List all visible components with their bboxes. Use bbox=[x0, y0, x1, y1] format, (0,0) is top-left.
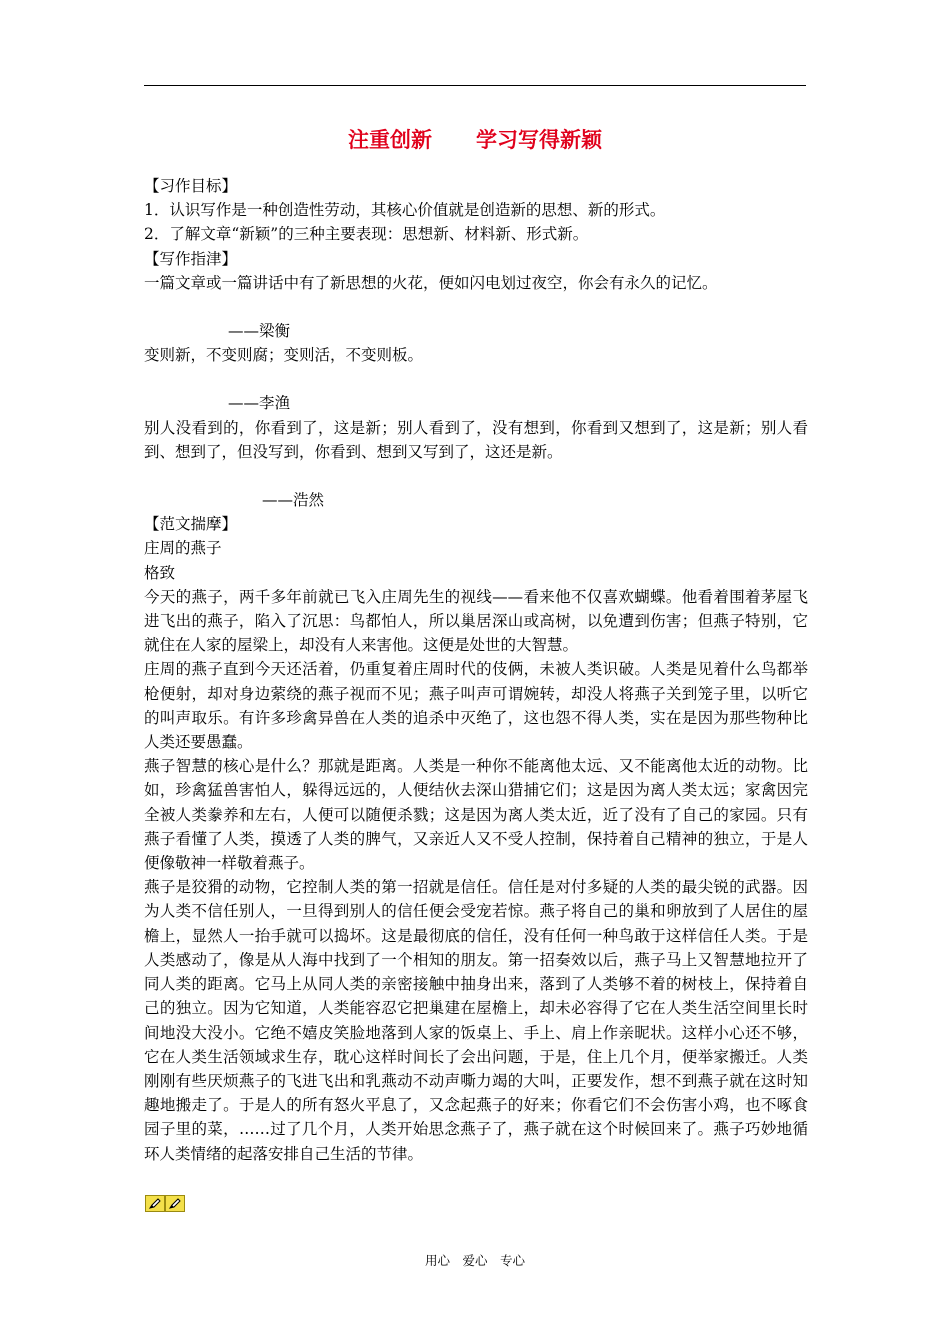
quote-1-author: ——梁衡 bbox=[228, 322, 291, 341]
quote-2-author: ——李渔 bbox=[228, 394, 291, 413]
essay-author: 格致 bbox=[144, 563, 176, 582]
quote-3: 别人没看到的，你看到了，这是新；别人看到了，没有想到，你看到又想到了，这是新；别人看到、想到了，但没写到，你看到、想到又写到了，这还是新。 bbox=[144, 418, 808, 461]
quote-2: 变则新，不变则腐；变则活，不变则板。 bbox=[144, 346, 424, 365]
goal-item-1: 1．认识写作是一种创造性劳动，其核心价值就是创造新的思想、新的形式。 bbox=[144, 201, 666, 220]
quote-3-author: ——浩然 bbox=[262, 491, 325, 510]
essay-paragraph: 燕子智慧的核心是什么？那就是距离。人类是一种你不能离他太远、又不能离他太近的动物。比如，珍禽猛兽害怕人，躲得远远的，人便结伙去深山猎捕它们；这是因为离人类太远；家禽因完全被人类豢养和左右，人便可以随便杀戮；这是因为离人类太近，近了没有了自己的家园。只有燕子看懂了人类，摸透了人类的脾气，又亲近人又不受人控制，保持着自己精神的独立，于是人便像敬神一样敬着燕子。 bbox=[144, 757, 808, 873]
pencil-icon[interactable] bbox=[145, 1195, 165, 1212]
section-heading-goals: 【习作目标】 bbox=[144, 177, 238, 195]
page-footer: 用心 爱心 专心 bbox=[424, 1253, 525, 1268]
header-rule bbox=[144, 85, 806, 86]
section-heading-guide: 【写作指津】 bbox=[144, 249, 238, 268]
title-part-2: 学习写得新颖 bbox=[476, 128, 602, 152]
link-icons bbox=[145, 1195, 185, 1212]
essay-paragraph: 庄周的燕子直到今天还活着，仍重复着庄周时代的伎俩，未被人类识破。人类是见着什么鸟都举枪便射，却对身边萦绕的燕子视而不见；燕子叫声可谓婉转，却没人将燕子关到笼子里，以听它的叫声取乐。有许多珍禽异兽在人类的追杀中灭绝了，这也怨不得人类，实在是因为那些物种比人类还要愚蠢。 bbox=[144, 660, 808, 752]
goal-item-2: 2．了解文章“新颖”的三种主要表现：思想新、材料新、形式新。 bbox=[144, 225, 589, 244]
document-body bbox=[144, 174, 808, 1166]
title-part-1: 注重创新 bbox=[348, 128, 432, 152]
quote-1: 一篇文章或一篇讲话中有了新思想的火花，便如闪电划过夜空，你会有永久的记忆。 bbox=[144, 273, 718, 292]
essay-paragraph: 今天的燕子，两千多年前就已飞入庄周先生的视线——看来他不仅喜欢蝴蝶。他看着围着茅屋飞进飞出的燕子，陷入了沉思：鸟都怕人，所以巢居深山或高树，以免遭到伤害；但燕子特别，它就住在人家的屋梁上，却没有人来害他。这便是处世的大智慧。 bbox=[144, 587, 808, 655]
essay-title: 庄周的燕子 bbox=[144, 539, 222, 558]
pencil-icon[interactable] bbox=[165, 1195, 185, 1212]
essay-paragraph: 燕子是狡猾的动物，它控制人类的第一招就是信任。信任是对付多疑的人类的最尖锐的武器。因为人类不信任别人，一旦得到别人的信任便会受宠若惊。燕子将自己的巢和卵放到了人居住的屋檐上，显然人一抬手就可以捣坏。这是最彻底的信任，没有任何一种鸟敢于这样信任人类。于是人类感动了，像是从人海中找到了一个相知的朋友。第一招奏效以后，燕子马上又智慧地拉开了同人类的距离。它马上从同人类的亲密接触中抽身出来，落到了人类够不着的树枝上，保持着自己的独立。因为它知道，人类能容忍它把巢建在屋檐上，却未必容得了它在人类生活空间里长时间地没大没小。它绝不嬉皮笑脸地落到人家的饭桌上、手上、肩上作亲昵状。这样小心还不够，它在人类生活领域求生存，耽心这样时间长了会出问题，于是，住上几个月，便举家搬迁。人类刚刚有些厌烦燕子的飞进飞出和乳燕动不动声嘶力竭的大叫，正要发作，想不到燕子就在这时知趣地搬走了。于是人的所有怒火平息了，又念起燕子的好来；你看它们不会伤害小鸡，也不啄食园子里的菜，……过了几个月，人类开始思念燕子了，燕子就在这个时候回来了。燕子巧妙地循环人类情绪的起落安排自己生活的节律。 bbox=[144, 878, 808, 1163]
page-title bbox=[0, 124, 950, 154]
section-heading-model: 【范文揣摩】 bbox=[144, 515, 238, 534]
